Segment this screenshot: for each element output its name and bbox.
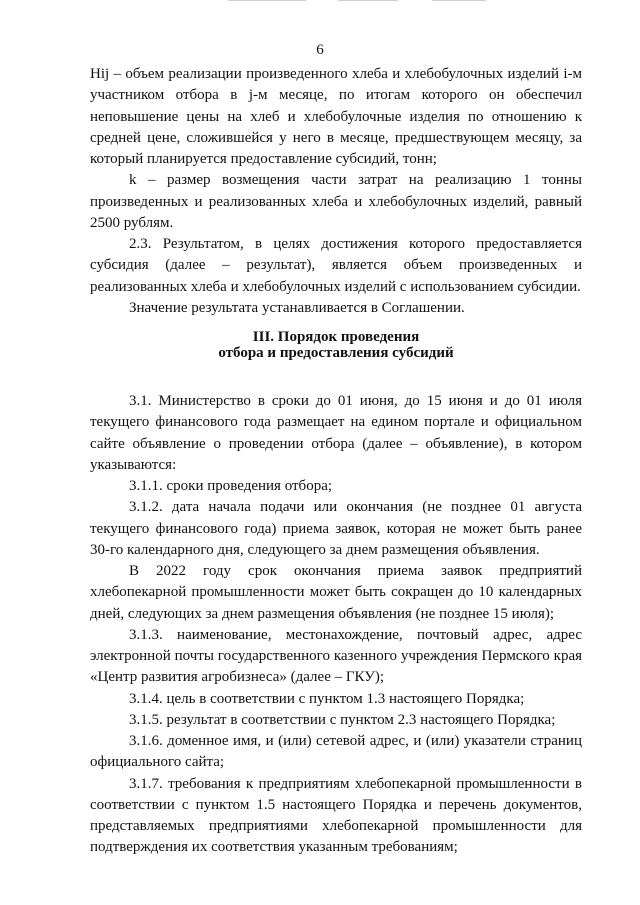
paragraph-result-value: Значение результата устанавливается в Соглашении. xyxy=(129,299,465,316)
scan-edge-line xyxy=(432,0,486,1)
paragraph-3-1-1: 3.1.1. сроки проведения отбора; xyxy=(129,478,333,494)
paragraph-3-1-7: 3.1.7. требования к предприятиям хлебопекарной промышленности в соответствии с пунктом 1.5 настоящего Порядка и перечень документов, представляемых предприятиями хлебопекарной промышленности для подтверждения их соответствия указанным требованиям; xyxy=(90,775,582,856)
paragraph-2-3: 2.3. Результатом, в целях достижения которого предоставляется субсидия (далее – результат), является объем произведенных и реализованных хлеба и хлебобулочных изделий с использованием субсидии. xyxy=(90,236,582,295)
paragraph-3-1-2: 3.1.2. дата начала подачи или окончания (не позднее 01 августа текущего финансового года) приема заявок, которая не может быть ранее 30-го календарного дня, следующего за днем размещения объявления. xyxy=(90,499,582,558)
section-heading xyxy=(90,329,582,361)
paragraph-hij: Hij – объем реализации произведенного хлеба и хлебобулочных изделий i-м участником отбора в j-м месяце, по итогам которого он обеспечил неповышение цены на хлеб и хлебобулочные изделия по отношению к средней цене, сложившейся у него в месяце, предшествующем месяцу, за который планируется предоставление субсидий, тонн; xyxy=(90,66,582,167)
paragraph-2022: В 2022 году срок окончания приема заявок предприятий хлебопекарной промышленности может быть сокращен до 10 календарных дней, следующих за днем размещения объявления (не позднее 15 июля); xyxy=(90,563,582,622)
page-number: 6 xyxy=(316,42,324,58)
paragraph-k: k – размер возмещения части затрат на реализацию 1 тонны произведенных и реализованных хлеба и хлебобулочных изделий, равный 2500 рублям. xyxy=(90,172,582,231)
paragraph-3-1-3: 3.1.3. наименование, местонахождение, почтовый адрес, адрес электронной почты государственного казенного учреждения Пермского края «Центр развития агробизнеса» (далее – ГКУ); xyxy=(90,626,582,686)
paragraph-3-1-4: 3.1.4. цель в соответствии с пунктом 1.3 настоящего Порядка; xyxy=(129,690,525,707)
scan-edge-line xyxy=(338,0,398,1)
scan-edge-line xyxy=(228,0,306,1)
paragraph-3-1-6: 3.1.6. доменное имя, и (или) сетевой адрес, и (или) указатели страниц официального сайта; xyxy=(90,733,582,771)
paragraph-3-1: 3.1. Министерство в сроки до 01 июня, до 15 июня и до 01 июля текущего финансового года размещает на едином портале и официальном сайте объявление о проведении отбора (далее – объявление), в котором указываются: xyxy=(90,393,582,473)
paragraph-3-1-5: 3.1.5. результат в соответствии с пунктом 2.3 настоящего Порядка; xyxy=(129,711,556,728)
document-body xyxy=(90,64,582,859)
section-heading-line-1: III. Порядок проведения xyxy=(252,329,420,345)
section-heading-line-2: отбора и предоставления субсидий xyxy=(218,345,454,361)
